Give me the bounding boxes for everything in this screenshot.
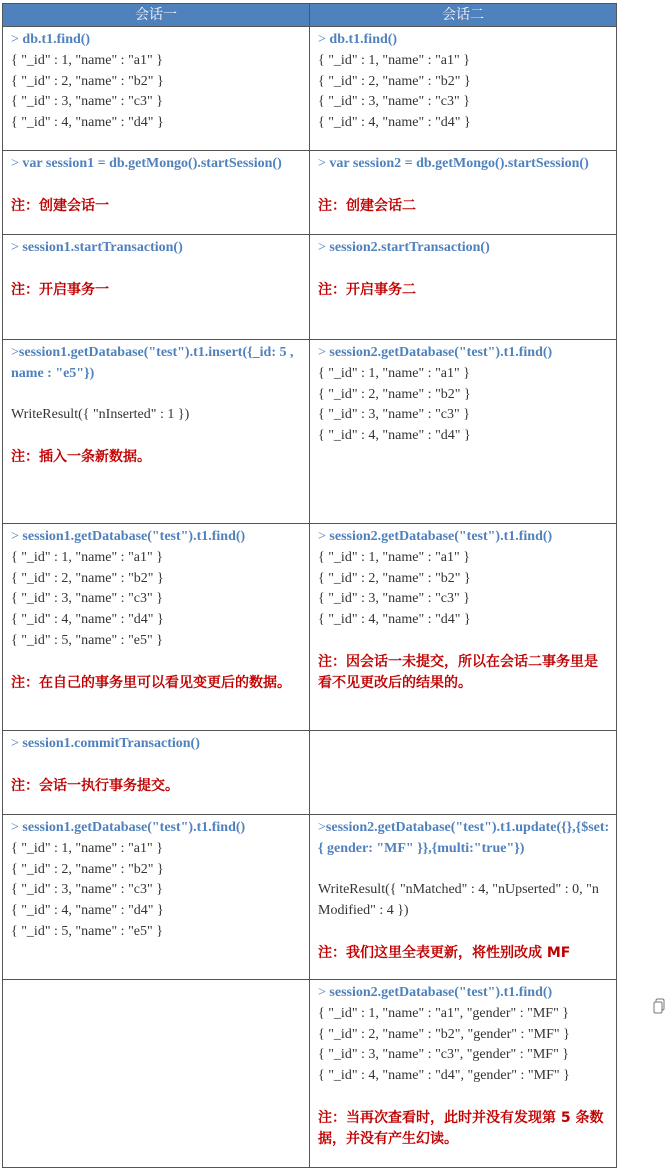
output-line: { "_id" : 2, "name" : "b2" } xyxy=(11,861,164,877)
command-line xyxy=(11,238,303,259)
output-line: { "_id" : 1, "name" : "a1" } xyxy=(11,52,163,68)
prompt: > xyxy=(318,32,330,47)
output-line: { "_id" : 5, "name" : "e5" } xyxy=(11,923,163,939)
prompt: > xyxy=(11,529,23,544)
session-two-cell xyxy=(310,815,617,980)
spacer xyxy=(11,175,303,196)
session-two-cell xyxy=(310,980,617,1168)
note-text: 注：我们这里全表更新，将性别改成 MF xyxy=(318,944,571,961)
output-line: { "_id" : 1, "name" : "a1" } xyxy=(11,840,163,856)
prompt: > xyxy=(318,820,326,835)
prompt: > xyxy=(11,820,23,835)
output-line: { "_id" : 1, "name" : "a1" } xyxy=(318,549,470,565)
copy-icon[interactable] xyxy=(653,998,665,1014)
note-text: 注：在自己的事务里可以看见变更后的数据。 xyxy=(11,674,291,691)
command-line xyxy=(11,818,303,839)
command-text: session1.commitTransaction() xyxy=(22,736,200,751)
session-one-cell xyxy=(3,731,310,815)
output-line: { "_id" : 3, "name" : "c3" } xyxy=(11,94,163,110)
command-line xyxy=(11,527,303,548)
table-row xyxy=(3,731,617,815)
prompt: > xyxy=(318,240,330,255)
spacer xyxy=(318,631,610,652)
command-line xyxy=(11,154,303,175)
command-line xyxy=(318,343,610,364)
command-line xyxy=(318,238,610,259)
command-text: db.t1.find() xyxy=(329,32,398,47)
command-line xyxy=(318,527,610,548)
session-one-cell xyxy=(3,815,310,980)
output-line: { "_id" : 5, "name" : "e5" } xyxy=(11,632,163,648)
table-row xyxy=(3,524,617,731)
output-line: { "_id" : 2, "name" : "b2" } xyxy=(11,570,164,586)
output-line: { "_id" : 2, "name" : "b2" } xyxy=(318,570,471,586)
spacer xyxy=(318,860,610,881)
session-comparison-table xyxy=(2,3,617,1168)
output-line: { "_id" : 4, "name" : "d4" } xyxy=(11,612,164,628)
prompt: > xyxy=(11,736,23,751)
spacer xyxy=(318,175,610,196)
prompt: > xyxy=(318,985,330,1000)
command-text: session1.startTransaction() xyxy=(22,240,183,255)
command-text: session2.getDatabase("test").t1.find() xyxy=(329,529,553,544)
table-row xyxy=(3,340,617,524)
note-text: 注：当再次查看时，此时并没有发现第 5 条数据，并没有产生幻读。 xyxy=(318,1109,604,1147)
output-line: { "_id" : 2, "name" : "b2" } xyxy=(318,73,471,89)
note-text: 注：插入一条新数据。 xyxy=(11,448,151,465)
session-two-cell xyxy=(310,340,617,524)
spacer xyxy=(11,259,303,280)
table-row xyxy=(3,27,617,151)
session-two-cell xyxy=(310,731,617,815)
output-line: { "_id" : 3, "name" : "c3" } xyxy=(11,882,163,898)
spacer xyxy=(318,922,610,943)
prompt: > xyxy=(11,240,23,255)
output-line: { "_id" : 4, "name" : "d4" } xyxy=(318,115,471,131)
session-one-cell xyxy=(3,524,310,731)
prompt: > xyxy=(318,529,330,544)
prompt: > xyxy=(318,345,330,360)
note-text: 注：开启事务一 xyxy=(11,281,109,298)
spacer xyxy=(11,426,303,447)
command-line xyxy=(318,818,610,860)
session-one-cell xyxy=(3,27,310,151)
output-line: { "_id" : 4, "name" : "d4" } xyxy=(318,428,471,444)
output-line: { "_id" : 1, "name" : "a1" } xyxy=(11,549,163,565)
prompt: > xyxy=(11,345,19,360)
session-one-cell xyxy=(3,340,310,524)
command-text: var session2 = db.getMongo().startSession() xyxy=(329,156,589,171)
command-line xyxy=(11,343,303,385)
note-text: 注：创建会话二 xyxy=(318,197,416,214)
command-text: session2.getDatabase("test").t1.update({},{$set:{ gender: "MF" }},{multi:"true"}) xyxy=(318,820,610,856)
output-line: { "_id" : 1, "name" : "a1" } xyxy=(318,52,470,68)
note-text: 注：因会话一未提交，所以在会话二事务里是看不见更改后的结果的。 xyxy=(318,653,598,691)
table-row xyxy=(3,815,617,980)
note-text: 注：开启事务二 xyxy=(318,281,416,298)
output-line: { "_id" : 4, "name" : "d4" } xyxy=(11,903,164,919)
header-session-one: 会话一 xyxy=(3,4,310,27)
command-line xyxy=(318,30,610,51)
command-text: session2.getDatabase("test").t1.find() xyxy=(329,345,553,360)
command-text: session2.startTransaction() xyxy=(329,240,490,255)
output-line: { "_id" : 3, "name" : "c3" } xyxy=(318,407,470,423)
command-text: session2.getDatabase("test").t1.find() xyxy=(329,985,553,1000)
output-line: { "_id" : 1, "name" : "a1", "gender" : "MF" } xyxy=(318,1005,570,1021)
header-row xyxy=(3,4,617,27)
table-row xyxy=(3,151,617,235)
output-line: { "_id" : 2, "name" : "b2", "gender" : "MF" } xyxy=(318,1026,570,1042)
output-line: WriteResult({ "nInserted" : 1 }) xyxy=(11,407,190,423)
spacer xyxy=(318,259,610,280)
output-line: { "_id" : 4, "name" : "d4" } xyxy=(318,612,471,628)
session-one-cell xyxy=(3,235,310,340)
command-line xyxy=(318,154,610,175)
output-line: { "_id" : 2, "name" : "b2" } xyxy=(11,73,164,89)
output-line: { "_id" : 3, "name" : "c3" } xyxy=(318,94,470,110)
output-line: { "_id" : 2, "name" : "b2" } xyxy=(318,386,471,402)
session-one-cell xyxy=(3,151,310,235)
spacer xyxy=(11,385,303,406)
command-text: var session1 = db.getMongo().startSession() xyxy=(22,156,282,171)
spacer xyxy=(318,1087,610,1108)
prompt: > xyxy=(11,156,23,171)
output-line: { "_id" : 3, "name" : "c3", "gender" : "MF" } xyxy=(318,1047,570,1063)
table-row xyxy=(3,980,617,1168)
command-line xyxy=(318,983,610,1004)
output-line: { "_id" : 4, "name" : "d4" } xyxy=(11,115,164,131)
command-line xyxy=(11,30,303,51)
output-line: { "_id" : 3, "name" : "c3" } xyxy=(11,591,163,607)
output-line: { "_id" : 3, "name" : "c3" } xyxy=(318,591,470,607)
session-two-cell xyxy=(310,27,617,151)
note-text: 注：创建会话一 xyxy=(11,197,109,214)
command-line xyxy=(11,734,303,755)
spacer xyxy=(11,755,303,776)
spacer xyxy=(11,652,303,673)
command-text: session1.getDatabase("test").t1.find() xyxy=(22,820,246,835)
prompt: > xyxy=(318,156,330,171)
prompt: > xyxy=(11,32,23,47)
command-text: session1.getDatabase("test").t1.find() xyxy=(22,529,246,544)
command-text: session1.getDatabase("test").t1.insert({_id: 5 , name : "e5"}) xyxy=(11,345,297,381)
session-two-cell xyxy=(310,235,617,340)
output-line: { "_id" : 1, "name" : "a1" } xyxy=(318,365,470,381)
command-text: db.t1.find() xyxy=(22,32,91,47)
note-text: 注：会话一执行事务提交。 xyxy=(11,777,179,794)
session-two-cell xyxy=(310,524,617,731)
session-two-cell xyxy=(310,151,617,235)
output-line: WriteResult({ "nMatched" : 4, "nUpserted" : 0, "nModified" : 4 }) xyxy=(318,882,599,919)
header-session-two: 会话二 xyxy=(310,4,617,27)
session-one-cell xyxy=(3,980,310,1168)
output-line: { "_id" : 4, "name" : "d4", "gender" : "MF" } xyxy=(318,1068,570,1084)
table-row xyxy=(3,235,617,340)
